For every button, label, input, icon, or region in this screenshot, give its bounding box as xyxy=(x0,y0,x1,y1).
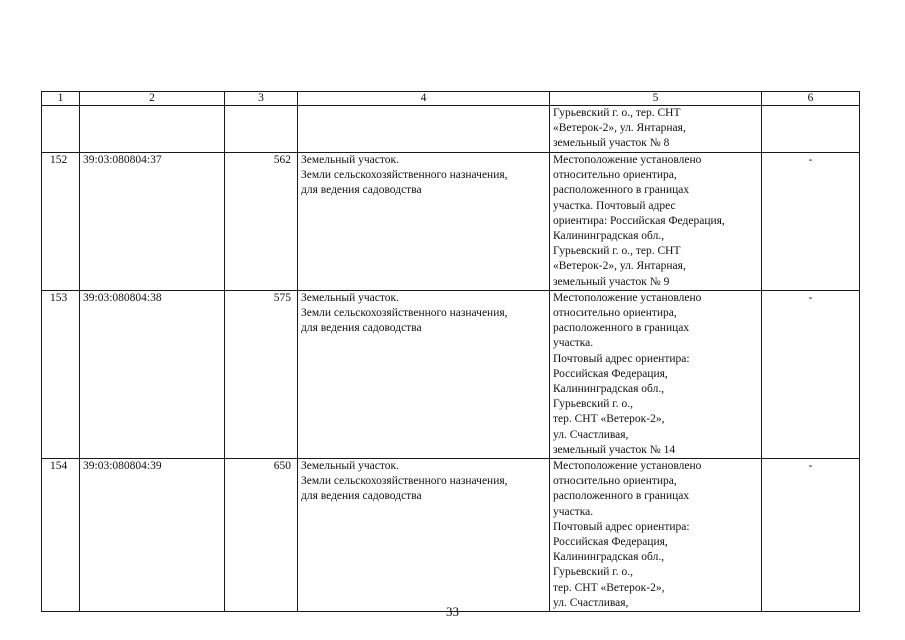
cell-location: Гурьевский г. о., тер. СНТ «Ветерок-2», ул. Янтарная, земельный участок № 8 xyxy=(550,106,762,153)
cell-area: 650 xyxy=(225,459,298,612)
cell-empty xyxy=(762,106,860,153)
land-plots-table xyxy=(41,91,860,612)
cell-location: Местоположение установлено относительно ориентира, расположенного в границах участка. Почтовый адрес ориентира: Российская Федерация, Калининградская обл., Гурьевский г. о., тер. СНТ «Ветерок-2», ул. Счастливая, xyxy=(550,459,762,612)
column-number-row xyxy=(42,92,860,106)
cell-location: Местоположение установлено относительно ориентира, расположенного в границах участка. Почтовый адрес ориентира: Российская Федерация, Калининградская обл., Гурьевский г. о., тер. СНТ «Ветерок-2», ул. Счастливая, земельный участок № 14 xyxy=(550,290,762,458)
table-row xyxy=(42,459,860,612)
cell-description: Земельный участок. Земли сельскохозяйственного назначения, для ведения садоводства xyxy=(298,290,550,458)
page-number: 33 xyxy=(446,604,459,619)
cell-note: - xyxy=(762,459,860,612)
column-header-5: 5 xyxy=(550,92,762,106)
cell-empty xyxy=(42,106,80,153)
table-row xyxy=(42,153,860,291)
cell-row-number: 153 xyxy=(42,290,80,458)
cell-note: - xyxy=(762,153,860,291)
cell-empty xyxy=(225,106,298,153)
cell-cadastral-number: 39:03:080804:37 xyxy=(80,153,225,291)
cell-empty xyxy=(80,106,225,153)
table-row xyxy=(42,290,860,458)
cell-row-number: 152 xyxy=(42,153,80,291)
cell-cadastral-number: 39:03:080804:38 xyxy=(80,290,225,458)
cell-description: Земельный участок. Земли сельскохозяйственного назначения, для ведения садоводства xyxy=(298,459,550,612)
column-header-1: 1 xyxy=(42,92,80,106)
cell-description: Земельный участок. Земли сельскохозяйственного назначения, для ведения садоводства xyxy=(298,153,550,291)
cell-row-number: 154 xyxy=(42,459,80,612)
cell-cadastral-number: 39:03:080804:39 xyxy=(80,459,225,612)
cell-area: 562 xyxy=(225,153,298,291)
continuation-row xyxy=(42,106,860,153)
cell-empty xyxy=(298,106,550,153)
column-header-2: 2 xyxy=(80,92,225,106)
column-header-4: 4 xyxy=(298,92,550,106)
column-header-6: 6 xyxy=(762,92,860,106)
cell-note: - xyxy=(762,290,860,458)
cell-location: Местоположение установлено относительно ориентира, расположенного в границах участка. Почтовый адрес ориентира: Российская Федерация, Калининградская обл., Гурьевский г. о., тер. СНТ «Ветерок-2», ул. Янтарная, земельный участок № 9 xyxy=(550,153,762,291)
column-header-3: 3 xyxy=(225,92,298,106)
cell-area: 575 xyxy=(225,290,298,458)
